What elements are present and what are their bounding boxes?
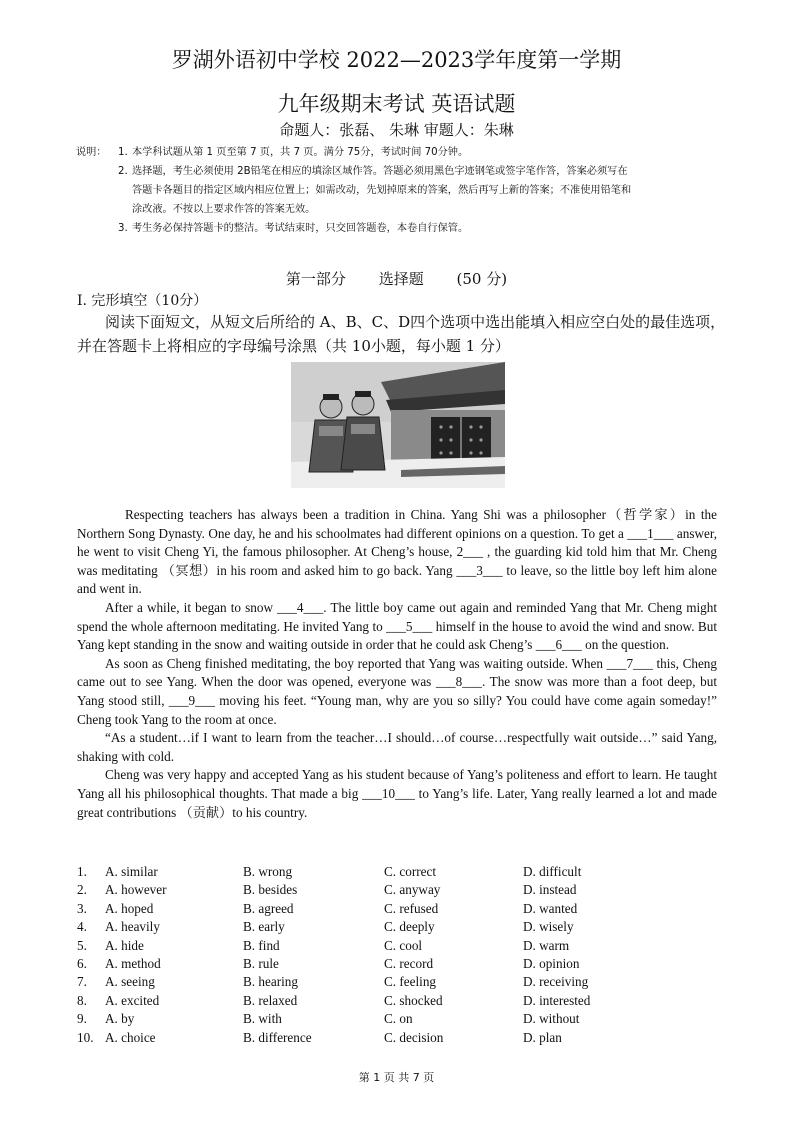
option-a: A. seeing: [105, 974, 155, 990]
part1-title: I. 完形填空（10分）: [77, 293, 208, 309]
option-row: [77, 973, 717, 991]
option-a: A. hoped: [105, 900, 154, 916]
answer-options: [77, 863, 717, 1047]
option-d: D. without: [523, 1011, 580, 1027]
section-score: (50 分): [456, 270, 508, 288]
option-b: B. besides: [243, 882, 298, 898]
option-b: B. early: [243, 919, 285, 935]
option-row: [77, 863, 717, 881]
question-number: 5.: [77, 937, 87, 953]
option-a: A. hide: [105, 937, 144, 953]
question-number: 7.: [77, 974, 87, 990]
option-c: C. on: [384, 1011, 413, 1027]
notes-lead: 说明：: [76, 147, 107, 158]
note-text: 考生务必保持答题卡的整洁。考试结束时，只交回答题卷，本卷自行保管。: [132, 223, 469, 234]
option-d: D. opinion: [523, 956, 580, 972]
option-row: [77, 955, 717, 973]
question-number: 9.: [77, 1011, 87, 1027]
option-d: D. interested: [523, 992, 591, 1008]
note-number: 2.: [118, 166, 128, 177]
passage-paragraph: Cheng was very happy and accepted Yang as his student because of Yang’s politeness and effort to learn. He taught Yang all his philosophical thoughts. That made a big ___10___ to Yang’s life. Later, Yang really learned a lot and made great contributions （贡献）to his country.: [77, 767, 717, 820]
option-b: B. agreed: [243, 900, 294, 916]
option-row: [77, 1029, 717, 1047]
illustration-yang-shi-in-snow: [291, 362, 505, 488]
passage-paragraph: “As a student…if I want to learn from the teacher…I should…of course…respectfully wait outside…” said Yang, shaking with cold.: [77, 730, 717, 764]
option-b: B. with: [243, 1011, 282, 1027]
question-number: 6.: [77, 956, 87, 972]
option-d: D. plan: [523, 1029, 562, 1045]
note-number: 1.: [118, 147, 128, 158]
note-item: [76, 181, 726, 200]
illustration-image: [291, 362, 505, 488]
option-c: C. deeply: [384, 919, 435, 935]
option-b: B. relaxed: [243, 992, 298, 1008]
option-c: C. shocked: [384, 992, 443, 1008]
exam-notes: [76, 143, 726, 238]
option-a: A. similar: [105, 864, 158, 879]
option-d: D. warm: [523, 937, 570, 953]
note-text: 本学科试题从第 1 页至第 7 页，共 7 页。满分 75分，考试时间 70分钟。: [132, 147, 469, 158]
option-row: [77, 881, 717, 899]
note-text: 选择题，考生必须使用 2B铅笔在相应的填涂区域作答。答题必须用黑色字迹钢笔或签字笔作答，答案必须写在: [132, 166, 628, 177]
option-c: C. correct: [384, 864, 436, 879]
part1-instruction: 阅读下面短文，从短文后所给的 A、B、C、D四个选项中选出能填入相应空白处的最佳选项，并在答题卡上将相应的字母编号涂黑（共 10小题，每小题 1 分）: [77, 313, 726, 355]
note-number: 3.: [118, 223, 128, 234]
question-number: 8.: [77, 992, 87, 1008]
passage-paragraph: Respecting teachers has always been a tradition in China. Yang Shi was a philosopher（哲学家）in the Northern Song Dynasty. One day, he and his schoolmates had different opinions on a question. To get a ___1___ answer, he went to visit Cheng Yi, the famous philosopher. At Cheng’s house, 2___ , the guarding kid told him that Mr. Cheng was meditating （冥想）in his room and asked him to go back. Yang ___3___ to leave, so the little boy left him alone and went in.: [77, 507, 717, 597]
note-item: [76, 200, 726, 219]
note-item: [76, 162, 726, 181]
option-d: D. wisely: [523, 919, 574, 935]
question-number: 10.: [77, 1029, 94, 1045]
question-number: 2.: [77, 882, 87, 898]
option-c: C. cool: [384, 937, 423, 953]
cloze-passage: [77, 506, 717, 822]
question-number: 3.: [77, 900, 87, 916]
option-row: [77, 1010, 717, 1028]
option-a: A. excited: [105, 992, 160, 1008]
option-d: D. instead: [523, 882, 577, 898]
note-item: [76, 143, 726, 162]
page-footer: 第 1 页 共 7 页: [358, 1071, 435, 1084]
passage-paragraph: As soon as Cheng finished meditating, the boy reported that Yang was waiting outside. When ___7___ this, Cheng came out to see Yang. When the door was opened, everyone was ___8___. The snow was more than a foot deep, but Yang stood still, ___9___ moving his feet. “Young man, why are you so silly? You could have come again someday!” Cheng took Yang to the room at once.: [77, 655, 717, 727]
note-text: 答题卡各题目的指定区域内相应位置上；如需改动，先划掉原来的答案，然后再写上新的答案；不准使用铅笔和: [132, 185, 632, 196]
option-row: [77, 900, 717, 918]
section-heading: [0, 268, 793, 289]
option-c: C. anyway: [384, 882, 441, 898]
option-c: C. refused: [384, 900, 439, 916]
note-text: 涂改液。不按以上要求作答的答案无效。: [132, 204, 316, 215]
option-d: D. wanted: [523, 900, 578, 916]
question-number: 1.: [77, 864, 87, 879]
option-d: D. receiving: [523, 974, 589, 990]
section-type: 选择题: [378, 270, 424, 288]
option-c: C. record: [384, 956, 434, 972]
option-d: D. difficult: [523, 864, 582, 879]
option-b: B. wrong: [243, 864, 293, 879]
option-a: A. by: [105, 1011, 135, 1027]
option-a: A. however: [105, 882, 167, 898]
passage-paragraph: After a while, it began to snow ___4___. The little boy came out again and reminded Yang that Mr. Cheng might spend the whole afternoon meditating. He invited Yang to ___5___ himself in the house to avoid the wind and snow. But Yang kept standing in the snow and waiting outside in order that he could ask Cheng’s ___6___ on the question.: [77, 599, 717, 653]
option-row: [77, 992, 717, 1010]
option-b: B. find: [243, 937, 280, 953]
option-c: C. feeling: [384, 974, 437, 990]
school-title: 罗湖外语初中学校 2022—2023学年度第一学期: [171, 48, 622, 72]
question-number: 4.: [77, 919, 87, 935]
exam-title: 九年级期末考试 英语试题: [277, 92, 516, 116]
option-a: A. method: [105, 956, 161, 972]
option-a: A. heavily: [105, 919, 160, 935]
option-b: B. rule: [243, 956, 279, 972]
option-a: A. choice: [105, 1029, 156, 1045]
note-item: [76, 219, 726, 238]
option-row: [77, 918, 717, 936]
option-row: [77, 937, 717, 955]
option-b: B. difference: [243, 1029, 312, 1045]
authors-line: 命题人：张磊、 朱琳 审题人：朱琳: [279, 121, 514, 139]
option-b: B. hearing: [243, 974, 298, 990]
option-c: C. decision: [384, 1029, 444, 1045]
section-part: 第一部分: [285, 270, 346, 288]
